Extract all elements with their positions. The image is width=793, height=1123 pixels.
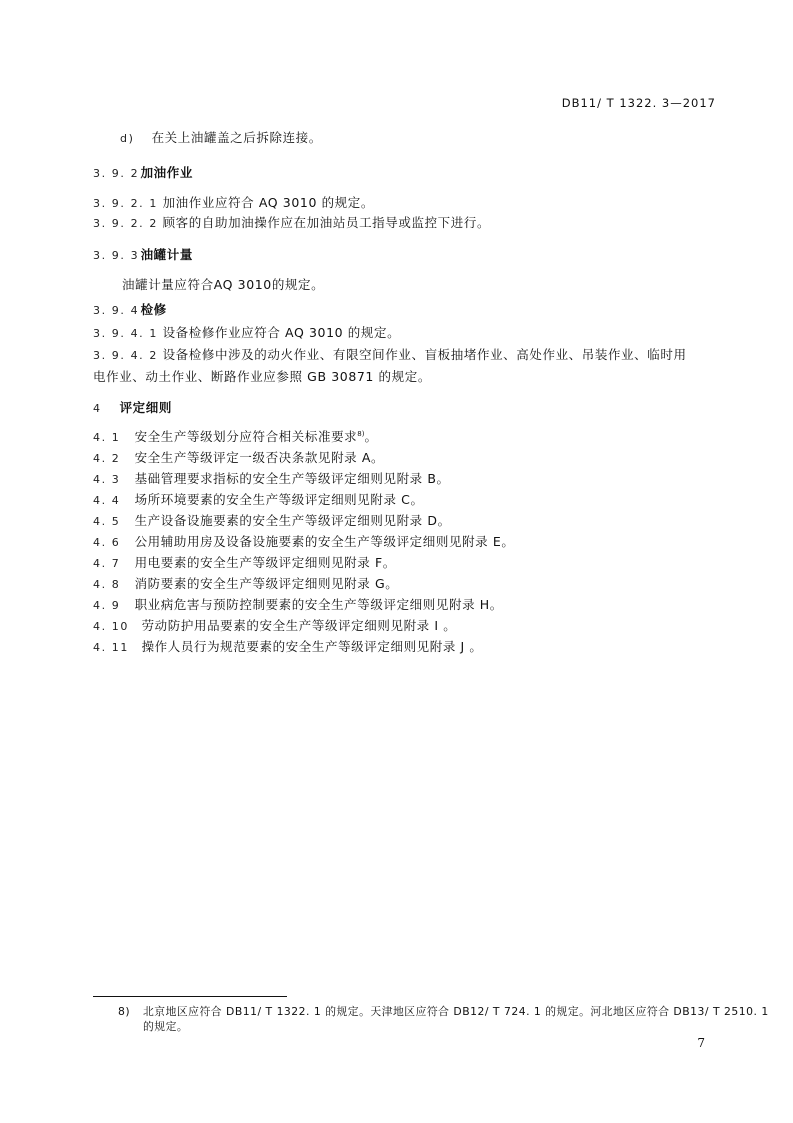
clause-text-line-1: 设备检修中涉及的动火作业、有限空间作业、盲板抽堵作业、高处作业、吊装作业、临时用 (162, 347, 687, 362)
item-number: 4. 5 (93, 515, 121, 528)
clause-3-9-4-2-continued: 电作业、动土作业、断路作业应参照 GB 30871 的规定。 (93, 369, 431, 384)
section-heading-3-9-4 (93, 300, 167, 318)
item-number: 4. 3 (93, 473, 121, 486)
footnote-label: 8) (118, 1005, 131, 1018)
item-number: 4. 8 (93, 578, 121, 591)
footnote-divider (93, 996, 287, 997)
clause-3-9-4-2 (93, 345, 687, 363)
item-text: 劳动防护用品要素的安全生产等级评定细则见附录 I 。 (141, 618, 457, 633)
footnote-ref: 8) (357, 430, 365, 438)
section-heading-3-9-2 (93, 163, 193, 181)
item-number: 4. 4 (93, 494, 121, 507)
item-text: 基础管理要求指标的安全生产等级评定细则见附录 B。 (134, 471, 450, 486)
clause-3-9-2-2 (93, 213, 490, 231)
list-item (93, 616, 456, 634)
item-text: 生产设备设施要素的安全生产等级评定细则见附录 D。 (134, 513, 451, 528)
footnote-text-line-2: 的规定。 (143, 1020, 189, 1033)
item-text: 消防要素的安全生产等级评定细则见附录 G。 (134, 576, 399, 591)
section-number: 3. 9. 2 (93, 167, 140, 180)
item-text: 在关上油罐盖之后拆除连接。 (151, 130, 322, 145)
section-number: 3. 9. 3 (93, 249, 140, 262)
item-text: 安全生产等级评定一级否决条款见附录 A。 (134, 450, 385, 465)
clause-number: 3. 9. 4. 1 (93, 327, 158, 340)
clause-text: 加油作业应符合 AQ 3010 的规定。 (162, 195, 374, 210)
section-title: 检修 (140, 302, 167, 317)
section-number: 4 (93, 402, 102, 415)
list-item (93, 637, 483, 655)
list-item (93, 511, 451, 529)
section-title: 加油作业 (140, 165, 193, 180)
item-text: 公用辅助用房及设备设施要素的安全生产等级评定细则见附录 E。 (134, 534, 515, 549)
list-item (93, 469, 450, 487)
item-number: 4. 11 (93, 641, 129, 654)
footnote-text-line-1: 北京地区应符合 DB11/ T 1322. 1 的规定。天津地区应符合 DB12/ T 724. 1 的规定。河北地区应符合 DB13/ T 2510. 1 (143, 1005, 769, 1018)
section-heading-3-9-3 (93, 245, 193, 263)
clause-text: 顾客的自助加油操作应在加油站员工指导或监控下进行。 (162, 215, 491, 230)
item-text: 用电要素的安全生产等级评定细则见附录 F。 (134, 555, 396, 570)
clause-3-9-2-1 (93, 193, 374, 211)
list-item-d (120, 128, 322, 146)
item-text: 操作人员行为规范要素的安全生产等级评定细则见附录 J 。 (141, 639, 483, 654)
item-label: d) (120, 132, 135, 145)
item-text: 安全生产等级划分应符合相关标准要求 (134, 429, 358, 444)
item-number: 4. 2 (93, 452, 121, 465)
item-number: 4. 6 (93, 536, 121, 549)
list-item (93, 448, 384, 466)
item-number: 4. 10 (93, 620, 129, 633)
section-number: 3. 9. 4 (93, 304, 140, 317)
footnote (118, 1004, 769, 1019)
clause-text: 设备检修作业应符合 AQ 3010 的规定。 (162, 325, 401, 340)
page-number: 7 (697, 1036, 705, 1050)
document-id-header: DB11/ T 1322. 3—2017 (561, 96, 716, 110)
list-item (93, 532, 514, 550)
paragraph-3-9-3: 油罐计量应符合AQ 3010的规定。 (122, 277, 325, 292)
list-item (93, 595, 503, 613)
list-item (93, 427, 378, 445)
item-number: 4. 9 (93, 599, 121, 612)
section-title: 油罐计量 (140, 247, 193, 262)
list-item (93, 574, 398, 592)
list-item (93, 490, 424, 508)
clause-number: 3. 9. 2. 2 (93, 217, 158, 230)
item-text: 场所环境要素的安全生产等级评定细则见附录 C。 (134, 492, 424, 507)
item-text: 职业病危害与预防控制要素的安全生产等级评定细则见附录 H。 (134, 597, 503, 612)
list-item (93, 553, 396, 571)
item-number: 4. 1 (93, 431, 121, 444)
item-number: 4. 7 (93, 557, 121, 570)
clause-number: 3. 9. 2. 1 (93, 197, 158, 210)
section-heading-4 (93, 398, 172, 416)
clause-3-9-4-1 (93, 323, 400, 341)
item-text-tail: 。 (364, 429, 378, 444)
section-title: 评定细则 (119, 400, 172, 415)
clause-number: 3. 9. 4. 2 (93, 349, 158, 362)
